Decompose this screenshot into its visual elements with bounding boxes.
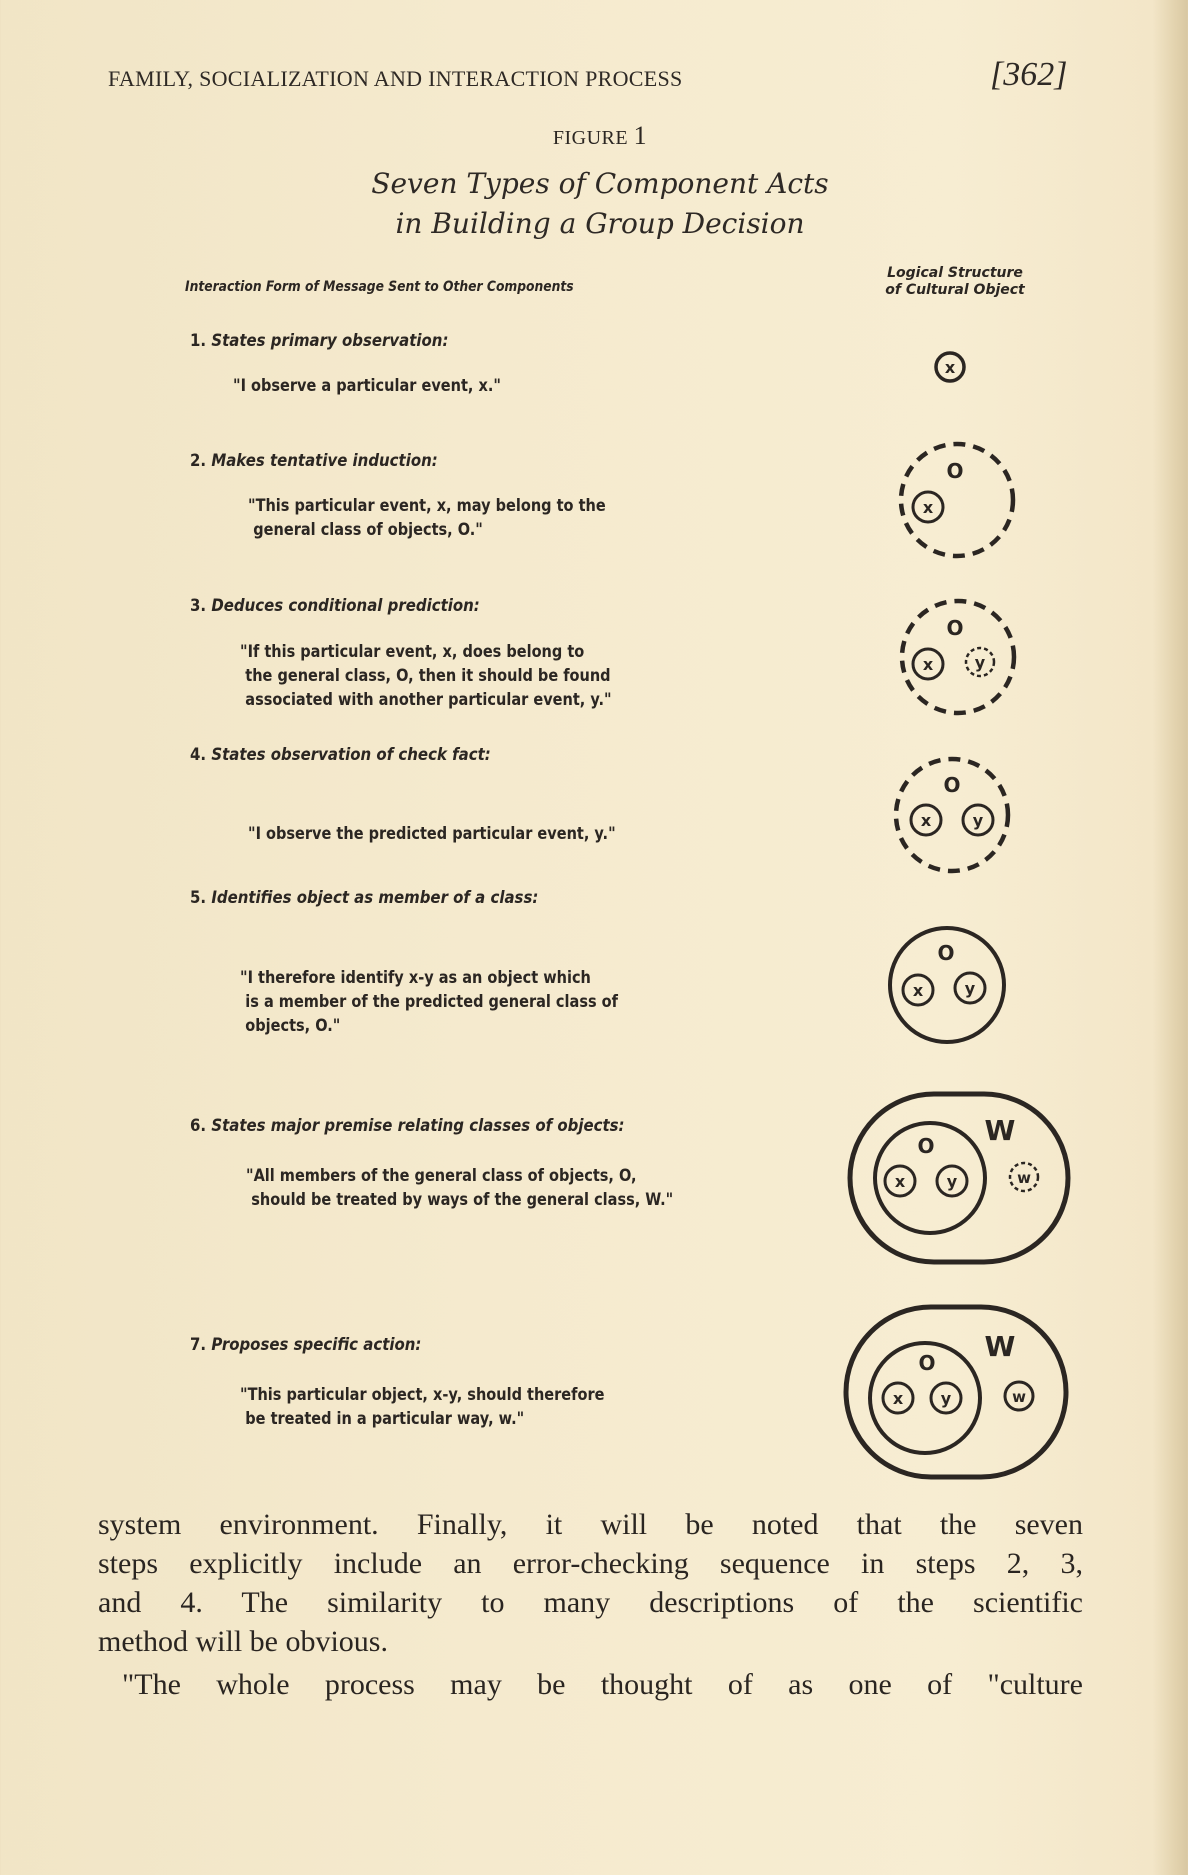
way-w-label: w	[1017, 1169, 1031, 1187]
diagram-step-4	[896, 759, 1008, 871]
event-x-label: x	[922, 498, 934, 517]
event-y-label: y	[964, 979, 976, 998]
event-x-label: x	[912, 981, 924, 1000]
way-w-label: w	[1012, 1388, 1026, 1406]
class-w-label: W	[984, 1330, 1016, 1363]
step-4-title: 4. States observation of check fact:	[190, 745, 491, 765]
class-o-label: O	[937, 941, 955, 965]
diagram-step-7	[846, 1307, 1066, 1477]
event-y-label: y	[946, 1172, 958, 1191]
event-x-label: x	[894, 1172, 906, 1191]
step-3-title: 3. Deduces conditional prediction:	[190, 596, 480, 616]
body-line: method will be obvious.	[98, 1625, 388, 1658]
body-line: and 4. The similarity to many descriptions of the scientific	[98, 1586, 1083, 1619]
class-o-label: O	[946, 459, 964, 483]
diagram-step-1	[936, 353, 964, 381]
step-1-title: 1. States primary observation:	[190, 331, 449, 351]
event-y-label: y	[974, 653, 986, 672]
running-head: FAMILY, SOCIALIZATION AND INTERACTION PROCESS	[108, 66, 683, 91]
class-w-oval	[850, 1094, 1068, 1262]
class-o-label: O	[946, 616, 964, 640]
event-y-label: y	[940, 1389, 952, 1408]
step-2-title: 2. Makes tentative induction:	[190, 451, 438, 471]
figure-number: 1	[633, 121, 648, 150]
column-header-right-line2: of Cultural Object	[885, 282, 1025, 298]
diagram-step-6	[850, 1094, 1068, 1262]
class-o-label: O	[917, 1134, 935, 1158]
event-x-label: x	[922, 655, 934, 674]
diagram-step-3	[902, 601, 1014, 713]
body-line: system environment. Finally, it will be noted that the seven	[98, 1508, 1083, 1541]
step-7-title: 7. Proposes specific action:	[190, 1335, 422, 1355]
step-3-quote: "If this particular event, x, does belong to the general class, O, then it should be found associated with another particular event, y."	[240, 642, 612, 709]
column-header-left: Interaction Form of Message Sent to Other Components	[185, 279, 574, 295]
diagram-step-5	[890, 928, 1004, 1042]
event-y-label: y	[972, 811, 984, 830]
class-o-label: O	[943, 773, 961, 797]
figure-title-line1: Seven Types of Component Acts	[371, 167, 829, 200]
figure-title-line2: in Building a Group Decision	[395, 207, 805, 240]
event-x-label: x	[892, 1389, 904, 1408]
event-x-label: x	[920, 811, 932, 830]
step-1-quote: "I observe a particular event, x."	[233, 376, 501, 395]
class-w-label: W	[984, 1114, 1016, 1147]
step-4-quote: "I observe the predicted particular event, y."	[248, 824, 616, 843]
body-next-paragraph: "The whole process may be thought of as one of "culture	[122, 1668, 1083, 1701]
body-text	[98, 1505, 1083, 1704]
body-line: steps explicitly include an error-checking sequence in steps 2, 3,	[98, 1547, 1083, 1580]
step-5-title: 5. Identifies object as member of a class:	[190, 888, 539, 908]
figure-label-text: FIGURE	[552, 127, 629, 149]
event-x-label: x	[944, 358, 956, 377]
step-6-quote: "All members of the general class of objects, O, should be treated by ways of the general class, W."	[246, 1166, 674, 1209]
step-2-quote: "This particular event, x, may belong to the general class of objects, O."	[248, 496, 606, 539]
class-o-label: O	[918, 1351, 936, 1375]
column-header-right-line1: Logical Structure	[887, 265, 1023, 281]
page-number: [362]	[990, 56, 1068, 93]
step-7-quote: "This particular object, x-y, should therefore be treated in a particular way, w."	[240, 1385, 605, 1428]
step-5-quote: "I therefore identify x-y as an object which is a member of the predicted general class of objects, O."	[240, 968, 618, 1035]
step-6-title: 6. States major premise relating classes of objects:	[190, 1116, 625, 1136]
diagram-step-2	[901, 444, 1013, 556]
